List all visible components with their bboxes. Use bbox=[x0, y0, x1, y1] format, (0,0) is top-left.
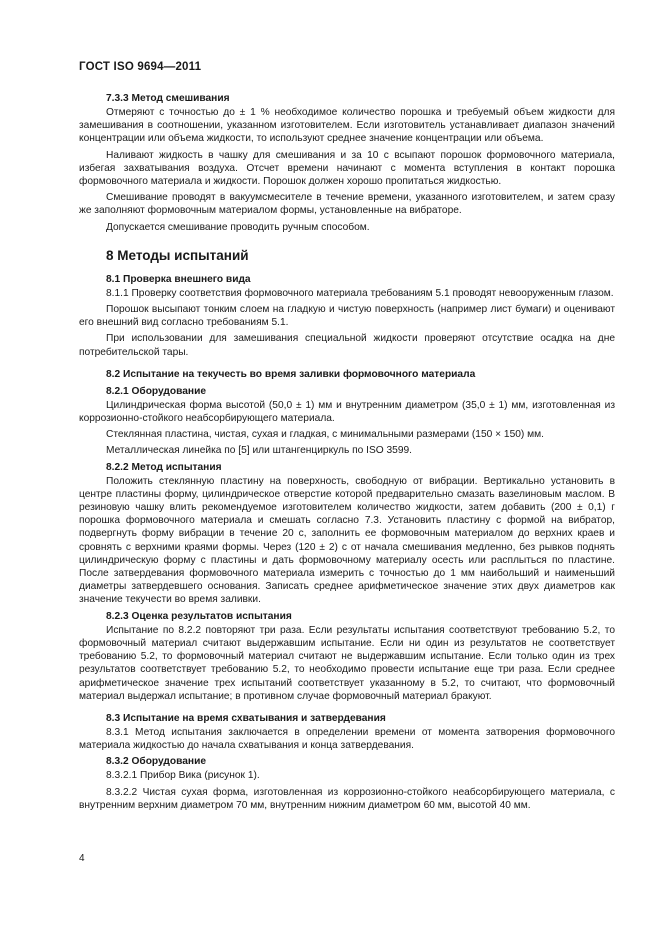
subsection-heading: 7.3.3 Метод смешивания bbox=[106, 93, 230, 104]
paragraph: Смешивание проводят в вакуумсмесителе в течение времени, указанного изготовителем, и затем сразу же заполняют формовочным материалом формы, установленные на вибраторе. bbox=[79, 192, 615, 217]
paragraph: Цилиндрическая форма высотой (50,0 ± 1) мм и внутренним диаметром (35,0 ± 1) мм, изготовленная из коррозионно-стойкого неабсорбирующего материала. bbox=[79, 399, 615, 425]
subsection-heading: 8.3 Испытание на время схватывания и затвердевания bbox=[106, 712, 386, 724]
subsection-heading: 8.3.2 Оборудование bbox=[106, 756, 206, 768]
subsection-heading: 8.2.1 Оборудование bbox=[106, 385, 206, 397]
document-page bbox=[79, 61, 615, 812]
paragraph: 8.3.2.1 Прибор Вика (рисунок 1). bbox=[106, 770, 260, 782]
subsection-heading: 8.2 Испытание на текучесть во время заливки формовочного материала bbox=[106, 368, 476, 380]
paragraph: Испытание по 8.2.2 повторяют три раза. Если результаты испытания соответствуют требованию 5.2, то формовочный материал считают выдержавшим испытание. Если ни один из результатов не соответствует требованию 5.2, то формовочный материал считают не выдержавшим испытание. Если только один из трех результатов соответствует требованию 5.2, то необходимо провести испытание еще три раза. Если среднее арифметическое значение трех испытаний соответствует указанному в 5.2, то считают, что формовочный материал выдержал испытание; в противном случае формовочный материал бракуют. bbox=[79, 624, 615, 702]
document-header: ГОСТ ISO 9694—2011 bbox=[79, 61, 202, 73]
subsection-heading: 8.2.2 Метод испытания bbox=[106, 461, 222, 473]
document-body bbox=[79, 92, 615, 812]
paragraph: Допускается смешивание проводить ручным способом. bbox=[106, 221, 370, 233]
subsection-heading: 8.1 Проверка внешнего вида bbox=[106, 273, 251, 285]
paragraph: Металлическая линейка по [5] или штангенциркуль по ISO 3599. bbox=[106, 445, 413, 457]
page-number: 4 bbox=[79, 853, 85, 864]
paragraph: При использовании для замешивания специальной жидкости проверяют отсутствие осадка на дне потребительской тары. bbox=[79, 333, 615, 358]
paragraph: 8.3.1 Метод испытания заключается в определении времени от момента затворения формовочного материала жидкостью до начала схватывания и конца затвердевания. bbox=[79, 726, 615, 752]
paragraph: 8.1.1 Проверку соответствия формовочного материала требованиям 5.1 проводят невооруженным глазом. bbox=[106, 287, 614, 299]
paragraph: Стеклянная пластина, чистая, сухая и гладкая, с минимальными размерами (150 × 150) мм. bbox=[106, 429, 544, 441]
paragraph: Отмеряют с точностью до ± 1 % необходимое количество порошка и требуемый объем жидкости для замешивания в соотношении, указанном изготовителем. Если изготовитель устанавливает диапазон значений концентрации или объема жидкости, то используют среднее значение концентрации или объема. bbox=[79, 107, 615, 145]
paragraph: Порошок высыпают тонким слоем на гладкую и чистую поверхность (например лист бумаги) и оценивают его внешний вид согласно требованиям 5.1. bbox=[79, 304, 615, 329]
subsection-heading: 8.2.3 Оценка результатов испытания bbox=[106, 610, 292, 622]
paragraph: Наливают жидкость в чашку для смешивания и за 10 с всыпают порошок формовочного материала, избегая захватывания воздуха. Отсчет времени начинают с момента вступления в контакт порошка формовочного материала и жидкости. Порошок должен хорошо пропитаться жидкостью. bbox=[79, 149, 615, 188]
section-heading: 8 Методы испытаний bbox=[106, 247, 249, 263]
paragraph: 8.3.2.2 Чистая сухая форма, изготовленная из коррозионно-стойкого неабсорбирующего материала, с внутренним верхним диаметром 70 мм, внутренним нижним диаметром 60 мм, высотой 40 мм. bbox=[79, 786, 615, 811]
paragraph: Положить стеклянную пластину на поверхность, свободную от вибрации. Вертикально установить в центре пластины форму, цилиндрическое отверстие которой предварительно смазать вазелиновым маслом. В резиновую чашку влить рекомендуемое изготовителем количество жидкости, затем добавить (200 ± 0,1) г порошка формовочного материала и смешать согласно 7.3. Установить пластину с формой на вибратор, подвергнуть форму вибрации в течение 20 с, заполнить ее формовочным материалом до верхних краев и сровнять с верхними краями формы. Через (120 ± 2) с от начала смешивания медленно, без рывков поднять цилиндрическую форму с пластины и дать формовочному материалу осесть или расплыться по пластине. После затвердевания формовочного материала измерить с точностью до 1 мм наибольший и наименьший диаметры затвердевшего основания. Записать среднее арифметическое значение этих двух диаметров как значение текучести во время заливки. bbox=[79, 475, 615, 606]
